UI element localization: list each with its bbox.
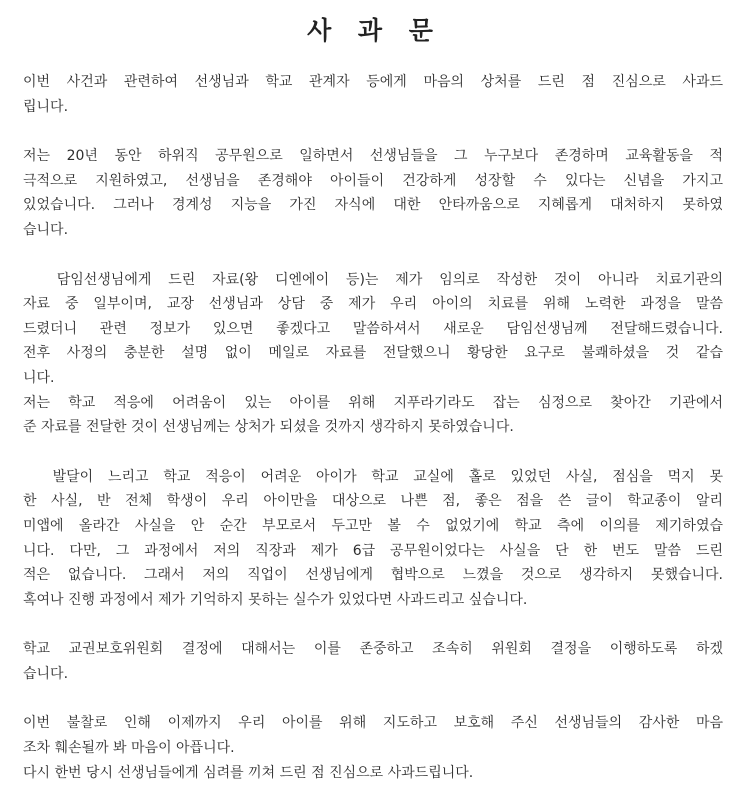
text-line: 학교 교권보호위원회 결정에 대해서는 이를 존중하고 조속히 위원회 결정을 이행하도록 하겠: [23, 641, 723, 658]
text-line: 저는 20년 동안 하위직 공무원으로 일하면서 선생님들을 그 누구보다 존경하며 교육활동을 적: [23, 148, 723, 165]
text-line: 립니다.: [23, 98, 69, 115]
text-line: 드렸더니 관련 정보가 있으면 좋겠다고 말씀하셔서 새로운 담임선생님께 전달해드렸습니다.: [23, 320, 723, 337]
paragraph-4: [23, 465, 723, 613]
document-body: [23, 70, 723, 785]
text-line: 다시 한번 당시 선생님들에게 심려를 끼쳐 드린 점 진심으로 사과드립니다.: [23, 764, 474, 781]
document-title: 사 과 문: [307, 16, 442, 45]
text-line: 니다. 다만, 그 과정에서 저의 직장과 제가 6급 공무원이었다는 사실을 단 한 번도 말씀 드린: [23, 542, 723, 559]
text-line: 극적으로 지원하였고, 선생님을 존경해야 아이들이 건강하게 성장할 수 있다는 신념을 가지고: [23, 172, 723, 189]
paragraph-1: [23, 70, 723, 119]
paragraph-5: [23, 637, 723, 686]
text-line: 저는 학교 적응에 어려움이 있는 아이를 위해 지푸라기라도 잡는 심정으로 찾아간 기관에서: [23, 394, 723, 411]
text-line: 자료 중 일부이며, 교장 선생님과 상담 중 제가 우리 아이의 치료를 위해 노력한 과정을 말씀: [23, 296, 723, 313]
text-line: 혹여나 진행 과정에서 제가 기억하지 못하는 실수가 있었다면 사과드리고 싶습니다.: [23, 591, 528, 608]
text-line: 습니다.: [23, 665, 69, 682]
text-line: 이번 불찰로 인해 이제까지 우리 아이를 위해 지도하고 보호해 주신 선생님들의 감사한 마음: [23, 715, 723, 732]
paragraph-3: [23, 268, 723, 440]
paragraph-2: [23, 144, 723, 242]
text-line: 있었습니다. 그러나 경계성 지능을 가진 자식에 대한 안타까움으로 지혜롭게 대처하지 못하였: [23, 197, 723, 214]
paragraph-6: [23, 711, 723, 785]
text-line: 니다.: [23, 369, 55, 386]
text-line: 이번 사건과 관련하여 선생님과 학교 관계자 등에게 마음의 상처를 드린 점 진심으로 사과드: [23, 74, 723, 90]
text-line: 전후 사정의 충분한 설명 없이 메일로 자료를 전달했으니 황당한 요구로 불쾌하셨을 것 같습: [23, 345, 723, 362]
text-line: 조차 훼손될까 봐 마음이 아픕니다.: [23, 740, 235, 757]
text-line: 준 자료를 전달한 것이 선생님께는 상처가 되셨을 것까지 생각하지 못하였습니다.: [23, 419, 514, 436]
text-line: 미앱에 올라간 사실을 안 순간 부모로서 두고만 볼 수 없었기에 학교 측에 이의를 제기하였습: [23, 517, 723, 534]
text-line: 담임선생님에게 드린 자료(왕 디엔에이 등)는 제가 임의로 작성한 것이 아니라 치료기관의: [23, 271, 723, 288]
text-line: 적은 없습니다. 그래서 저의 직업이 선생님에게 협박으로 느꼈을 것으로 생각하지 못했습니다.: [23, 567, 723, 584]
text-line: 발달이 느리고 학교 적응이 어려운 아이가 학교 교실에 홀로 있었던 사실, 점심을 먹지 못: [23, 468, 723, 485]
text-line: 습니다.: [23, 221, 69, 238]
text-line: 한 사실, 반 전체 학생이 우리 아이만을 대상으로 나쁜 점, 좋은 점을 쓴 글이 학교종이 알리: [23, 493, 723, 510]
